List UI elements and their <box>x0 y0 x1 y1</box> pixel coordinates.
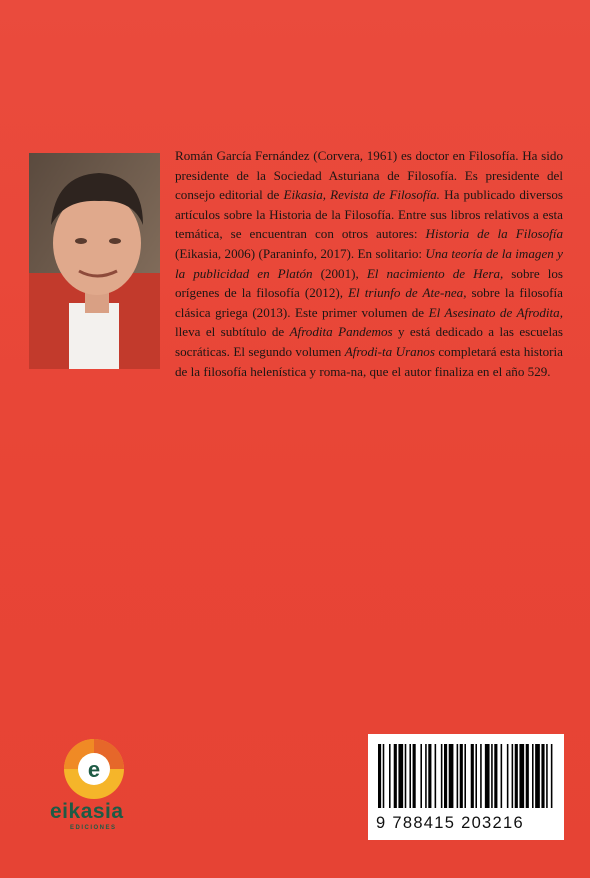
svg-text:e: e <box>87 757 101 782</box>
author-portrait-image <box>29 153 160 369</box>
bio-title: Eikasia, Revista de Filosofía. <box>283 187 440 203</box>
bio-title: El triunfo de Ate-nea, <box>348 285 467 301</box>
bio-text: Ha publicado diversos artículos sobre la Historia de la Filosofía. Entre sus libros relativos a esta temática, se encuentran con otros autores: <box>175 187 563 242</box>
bio-title: Afrodita Pandemos <box>289 324 393 340</box>
author-biography <box>175 146 563 381</box>
bio-title: Una teoría de la imagen y la publicidad en Platón <box>175 245 563 281</box>
bio-title: Historia de la Filosofía <box>425 226 564 242</box>
bio-text: (Eikasia, 2006) (Paraninfo, 2017). En solitario: <box>175 245 426 261</box>
bio-text: completará esta historia de la filosofía helenística y roma-na, que el autor finaliza en el año 529. <box>175 343 563 379</box>
bio-text: sobre la filosofía clásica griega (2013). Este primer volumen de <box>175 285 563 320</box>
bio-text: Román García Fernández (Corvera, 1961) es doctor en Filosofía. Ha sido presidente de la Sociedad Asturiana de Filosofía. Es presidente del consejo editorial de <box>175 148 563 203</box>
bio-text: y está dedicado a las escuelas socráticas. El segundo volumen <box>175 324 563 359</box>
barcode-bars <box>378 744 554 808</box>
biography-paragraph <box>175 146 563 381</box>
bio-text: sobre los orígenes de la filosofía (2012), <box>175 265 563 301</box>
logo-wordmark: eikasia <box>50 800 124 823</box>
bio-title: Afrodi-ta Uranos <box>344 343 435 359</box>
author-photo <box>29 153 160 369</box>
bio-text: (2001), <box>312 265 367 281</box>
isbn-barcode <box>368 734 564 840</box>
logo-subtitle: EDICIONES <box>70 825 117 831</box>
bio-text: lleva el subtítulo de <box>175 324 290 340</box>
bio-title: El nacimiento de Hera, <box>366 265 504 281</box>
bio-title: El Asesinato de Afrodita, <box>428 304 563 320</box>
isbn-number: 9 788415 203216 <box>376 814 524 832</box>
